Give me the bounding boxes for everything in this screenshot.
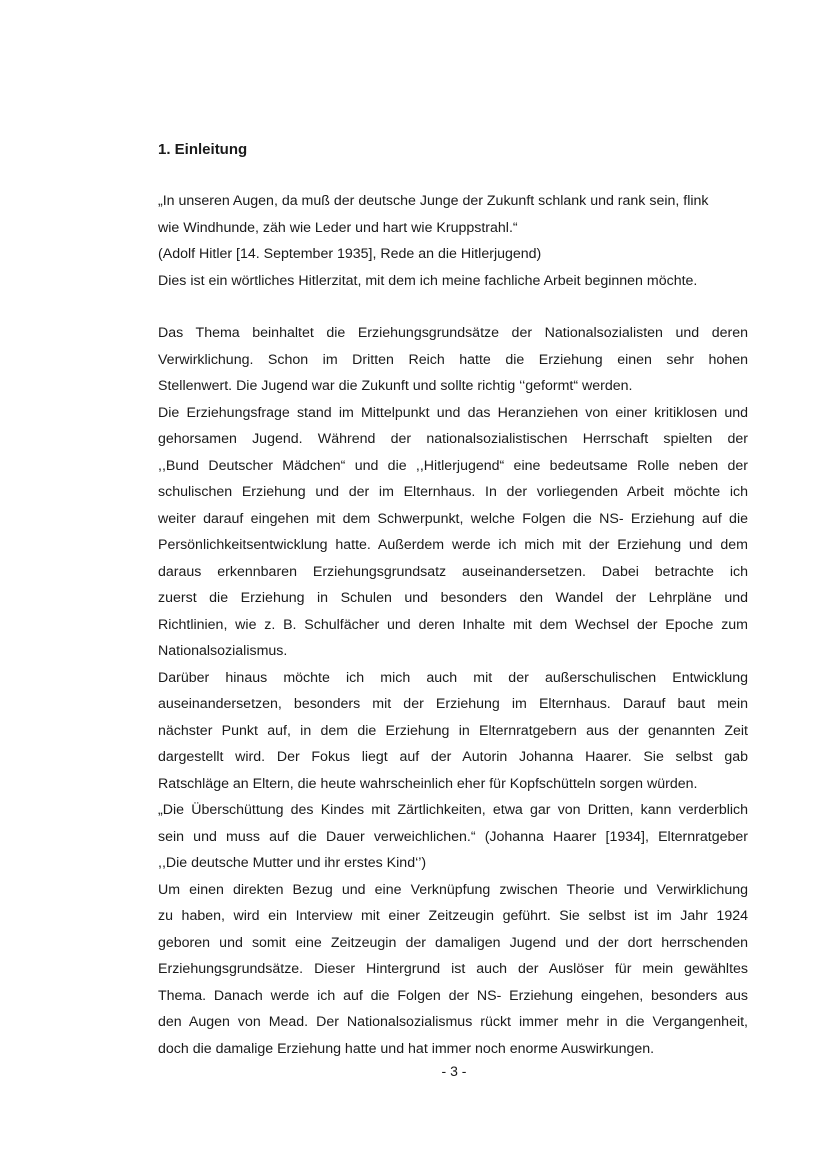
body-text-line: Thema. Danach werde ich auf die Folgen der NS- Erziehung eingehen, besonders aus bbox=[158, 987, 748, 1004]
body-text-line: weiter darauf eingehen mit dem Schwerpunkt, welche Folgen die NS- Erziehung auf die bbox=[158, 510, 748, 527]
body-text-line: Verwirklichung. Schon im Dritten Reich hatte die Erziehung einen sehr hohen bbox=[158, 351, 748, 368]
body-text-line: doch die damalige Erziehung hatte und hat immer noch enorme Auswirkungen. bbox=[158, 1040, 655, 1057]
body-text-line: Erziehungsgrundsätze. Dieser Hintergrund ist auch der Auslöser für mein gewähltes bbox=[158, 961, 748, 977]
body-text-line: Das Thema beinhaltet die Erziehungsgrundsätze der Nationalsozialisten und deren bbox=[158, 325, 748, 341]
body-text-line: ,,Die deutsche Mutter und ihr erstes Kind‘’) bbox=[158, 855, 427, 871]
body-text-line: gehorsamen Jugend. Während der nationalsozialistischen Herrschaft spielten der bbox=[158, 431, 748, 447]
body-text-line: daraus erkennbaren Erziehungsgrundsatz auseinandersetzen. Dabei betrachte ich bbox=[158, 563, 748, 580]
body-text-line: dargestellt wird. Der Fokus liegt auf der Autorin Johanna Haarer. Sie selbst gab bbox=[158, 749, 748, 765]
body-text-line: zu haben, wird ein Interview mit einer Zeitzeugin geführt. Sie selbst ist im Jahr 1924 bbox=[158, 908, 748, 924]
body-text-line: zuerst die Erziehung in Schulen und besonders den Wandel der Lehrpläne und bbox=[158, 590, 748, 606]
body-text-line: Um einen direkten Bezug und eine Verknüpfung zwischen Theorie und Verwirklichung bbox=[158, 881, 748, 898]
body-text-line: Richtlinien, wie z. B. Schulfächer und deren Inhalte mit dem Wechsel der Epoche zum bbox=[158, 616, 748, 633]
body-text-line: den Augen von Mead. Der Nationalsozialismus rückt immer mehr in die Vergangenheit, bbox=[158, 1014, 748, 1030]
body-text-line: Persönlichkeitsentwicklung hatte. Außerdem werde ich mich mit der Erziehung und dem bbox=[158, 537, 748, 553]
quote-line: wie Windhunde, zäh wie Leder und hart wie Kruppstrahl.“ bbox=[158, 219, 518, 236]
opening-quote-block bbox=[158, 188, 748, 294]
quote-line: „In unseren Augen, da muß der deutsche Junge der Zukunft schlank und rank sein, flink bbox=[158, 193, 709, 209]
body-text-block bbox=[158, 320, 748, 1062]
body-text-line: „Die Überschüttung des Kindes mit Zärtlichkeiten, etwa gar von Dritten, kann verderblich bbox=[158, 802, 748, 818]
quote-source-line: (Adolf Hitler [14. September 1935], Rede an die Hitlerjugend) bbox=[158, 246, 542, 262]
body-text-line: Stellenwert. Die Jugend war die Zukunft und sollte richtig ‘‘geformt“ werden. bbox=[158, 378, 633, 394]
quote-comment-line: Dies ist ein wörtliches Hitlerzitat, mit dem ich meine fachliche Arbeit beginnen möchte. bbox=[158, 272, 698, 289]
body-text-line: Darüber hinaus möchte ich mich auch mit der außerschulischen Entwicklung bbox=[158, 669, 748, 686]
body-text-line: Ratschläge an Eltern, die heute wahrscheinlich eher für Kopfschütteln sorgen würden. bbox=[158, 775, 698, 792]
section-heading: 1. Einleitung bbox=[158, 141, 248, 158]
body-text-line: schulischen Erziehung und der im Elternhaus. In der vorliegenden Arbeit möchte ich bbox=[158, 484, 748, 500]
body-text-line: nächster Punkt auf, in dem die Erziehung in Elternratgebern aus der genannten Zeit bbox=[158, 722, 748, 739]
page-number: - 3 - bbox=[441, 1063, 467, 1079]
body-text-line: auseinandersetzen, besonders mit der Erziehung im Elternhaus. Darauf baut mein bbox=[158, 696, 748, 712]
body-text-line: ,,Bund Deutscher Mädchen“ und die ,,Hitlerjugend“ eine bedeutsame Rolle neben der bbox=[158, 457, 748, 474]
body-text-line: Die Erziehungsfrage stand im Mittelpunkt und das Heranziehen von einer kritiklosen und bbox=[158, 404, 748, 421]
body-text-line: Nationalsozialismus. bbox=[158, 643, 288, 659]
body-text-line: geboren und somit eine Zeitzeugin der damaligen Jugend und der dort herrschenden bbox=[158, 934, 748, 951]
body-text-line: sein und muss auf die Dauer verweichlichen.“ (Johanna Haarer [1934], Elternratgeber bbox=[158, 828, 748, 845]
